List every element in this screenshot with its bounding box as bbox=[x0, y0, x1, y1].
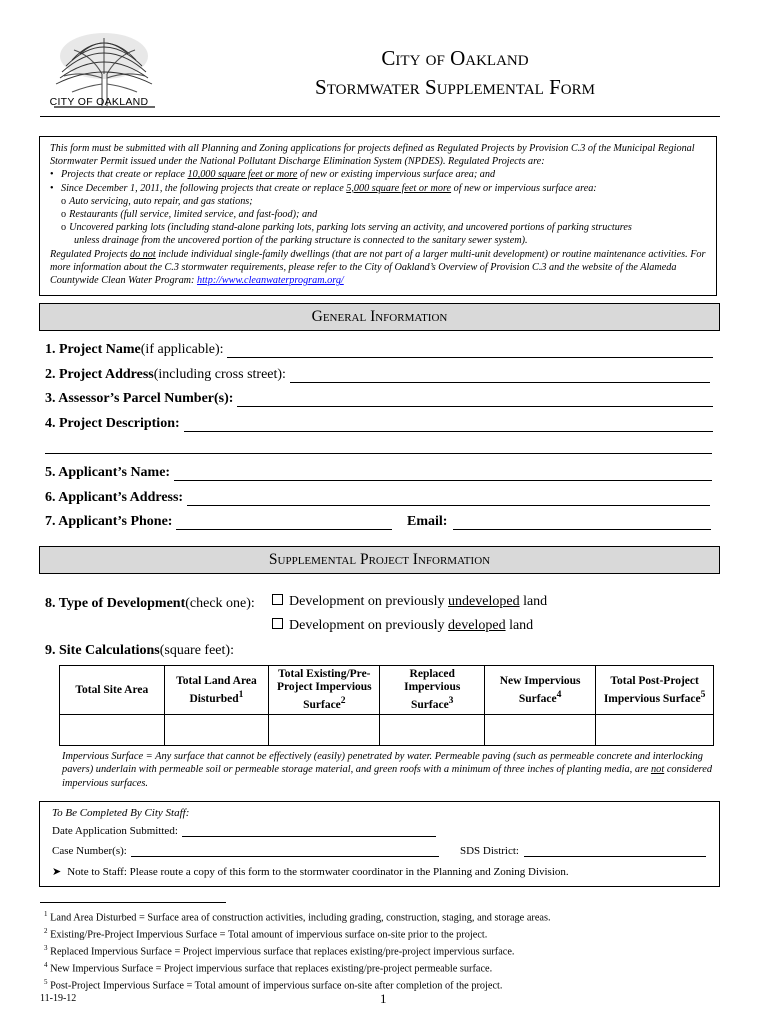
date-submitted-input[interactable] bbox=[182, 824, 436, 837]
intro-subitem-2: o Restaurants (full service, limited service, and fast-food); and bbox=[61, 209, 318, 221]
title-line-1: City of Oakland bbox=[381, 46, 529, 70]
option-undeveloped[interactable]: Development on previously undeveloped land bbox=[272, 594, 547, 610]
col-land-disturbed: Total Land Area Disturbed$^1$ bbox=[164, 666, 269, 715]
page-number: 1 bbox=[380, 991, 387, 1006]
development-type-label: 8. Type of Development (check one): bbox=[45, 596, 255, 611]
intro-subitem-3-cont: unless drainage from the uncovered portion of the parking structure is connected to the sanitary sewer system). bbox=[74, 235, 528, 247]
site-calculations-label: 9. Site Calculations (square feet): bbox=[45, 643, 234, 658]
col-total-site-area: Total Site Area bbox=[60, 666, 165, 715]
applicant-phone-input[interactable] bbox=[176, 514, 392, 530]
input-existing-impervious[interactable] bbox=[269, 715, 380, 746]
footnote-4: $^4$ New Impervious Surface = Project impervious surface that replaces existing/pre-project permeable surface. bbox=[44, 960, 493, 975]
site-calculations-table bbox=[59, 665, 714, 746]
supplemental-info-heading: Supplemental Project Information bbox=[39, 546, 720, 574]
project-name-input[interactable] bbox=[227, 342, 713, 358]
parcel-number-field: 3. Assessor’s Parcel Number(s): bbox=[45, 389, 713, 407]
sds-district-field: SDS District: bbox=[460, 844, 706, 857]
input-new-impervious[interactable] bbox=[485, 715, 596, 746]
staff-heading: To Be Completed By City Staff: bbox=[52, 807, 190, 819]
applicant-phone-field: 7. Applicant’s Phone: bbox=[45, 512, 392, 530]
intro-box bbox=[39, 136, 717, 296]
header-rule bbox=[40, 116, 720, 117]
project-description-field: 4. Project Description: bbox=[45, 414, 713, 432]
project-address-field: 2. Project Address (including cross street): bbox=[45, 365, 710, 383]
applicant-address-input[interactable] bbox=[187, 490, 710, 506]
col-replaced-impervious: Replaced Impervious Surface$^3$ bbox=[380, 666, 485, 715]
footnote-1: $^1$ Land Area Disturbed = Surface area of construction activities, including grading, construction, staging, and storage areas. bbox=[44, 910, 551, 924]
intro-paragraph: This form must be submitted with all Planning and Zoning applications for projects defined as Regulated Projects by Provision C.3 of the Municipal Regional Stormwater Permit issued under the National Pollutant Discharge Elimination System (NPDES). Regulated Projects are: bbox=[50, 143, 695, 168]
intro-bullet-2: • Since December 1, 2011, the following projects that create or replace 5,000 square feet or more of new or impervious surface area: bbox=[50, 182, 706, 195]
footnote-2: $^2$ Existing/Pre-Project Impervious Surface = Total amount of impervious surface on-site prior to the project. bbox=[44, 926, 488, 941]
option-developed[interactable]: Development on previously developed land bbox=[272, 618, 533, 634]
case-number-field: Case Number(s): bbox=[52, 844, 439, 857]
logo-caption: CITY OF OAKLAND bbox=[49, 96, 149, 108]
case-number-input[interactable] bbox=[131, 844, 439, 857]
parcel-number-input[interactable] bbox=[237, 391, 713, 407]
sds-district-input[interactable] bbox=[524, 844, 706, 857]
table-header-row bbox=[60, 666, 714, 715]
applicant-name-input[interactable] bbox=[174, 465, 712, 481]
checkbox-developed[interactable] bbox=[272, 618, 283, 629]
col-post-project-impervious: Total Post-Project Impervious Surface$^5$ bbox=[596, 666, 714, 715]
input-replaced-impervious[interactable] bbox=[380, 715, 485, 746]
staff-note: ➤ Note to Staff: Please route a copy of this form to the stormwater coordinator in the Planning and Zoning Division. bbox=[52, 866, 569, 878]
project-description-input[interactable] bbox=[184, 416, 713, 432]
date-submitted-field: Date Application Submitted: bbox=[52, 824, 436, 837]
footnote-5: $^5$ Post-Project Impervious Surface = Total amount of impervious surface on-site after completion of the project. bbox=[44, 977, 503, 992]
revision-date: 11-19-12 bbox=[40, 993, 77, 1004]
applicant-address-field: 6. Applicant’s Address: bbox=[45, 488, 710, 506]
footnotes bbox=[44, 908, 704, 993]
input-post-project-impervious[interactable] bbox=[596, 715, 714, 746]
applicant-name-field: 5. Applicant’s Name: bbox=[45, 463, 712, 481]
input-total-site-area[interactable] bbox=[60, 715, 165, 746]
intro-bullet-1: • Projects that create or replace 10,000 square feet or more of new or existing impervious surface area; and bbox=[50, 168, 706, 181]
footnote-3: $^3$ Replaced Impervious Surface = Project impervious surface that replaces existing/pre-project impervious surface. bbox=[44, 943, 515, 958]
project-name-field: 1. Project Name (if applicable): bbox=[45, 340, 713, 358]
project-description-line-2[interactable] bbox=[45, 438, 712, 454]
footnote-rule bbox=[40, 902, 226, 903]
checkbox-undeveloped[interactable] bbox=[272, 594, 283, 605]
col-new-impervious: New Impervious Surface$^4$ bbox=[485, 666, 596, 715]
intro-paragraph-2: Regulated Projects do not include individual single-family dwellings (that are not part of a larger multi-unit development) or routine maintenance activities. For more information about the C.3 stormwater requirements, please refer to the City of Oakland’s Overview of Provision C.3 and the website of the Alameda Countywide Clean Water Program: http://www.cleanwaterprogram.org/ bbox=[50, 248, 706, 287]
intro-subitem-3: o Uncovered parking lots (including stand-alone parking lots, parking lots serving an activity, and uncovered portions of parking structures bbox=[61, 222, 632, 234]
clean-water-link[interactable]: http://www.cleanwaterprogram.org/ bbox=[196, 275, 344, 287]
impervious-surface-note: Impervious Surface = Any surface that cannot be effectively (easily) penetrated by water. Permeable paving (such as permeable concrete and interlocking pavers) underlain with permeable soil or permeable storage material, and green roofs with a minimum of three inches of planting media, are not considered impervious surfaces. bbox=[62, 751, 713, 789]
general-info-heading: General Information bbox=[39, 303, 720, 331]
email-field: Email: bbox=[407, 512, 711, 530]
col-existing-impervious: Total Existing/Pre-Project Impervious Surface$^2$ bbox=[269, 666, 380, 715]
email-input[interactable] bbox=[453, 514, 711, 530]
input-land-disturbed[interactable] bbox=[164, 715, 269, 746]
title-line-2: Stormwater Supplemental Form bbox=[315, 75, 595, 99]
intro-subitem-1: o Auto servicing, auto repair, and gas stations; bbox=[61, 195, 253, 207]
city-staff-box bbox=[39, 801, 720, 887]
project-address-input[interactable] bbox=[290, 367, 710, 383]
arrow-icon: ➤ bbox=[52, 866, 62, 878]
page-title bbox=[170, 44, 740, 102]
table-row bbox=[60, 715, 714, 746]
